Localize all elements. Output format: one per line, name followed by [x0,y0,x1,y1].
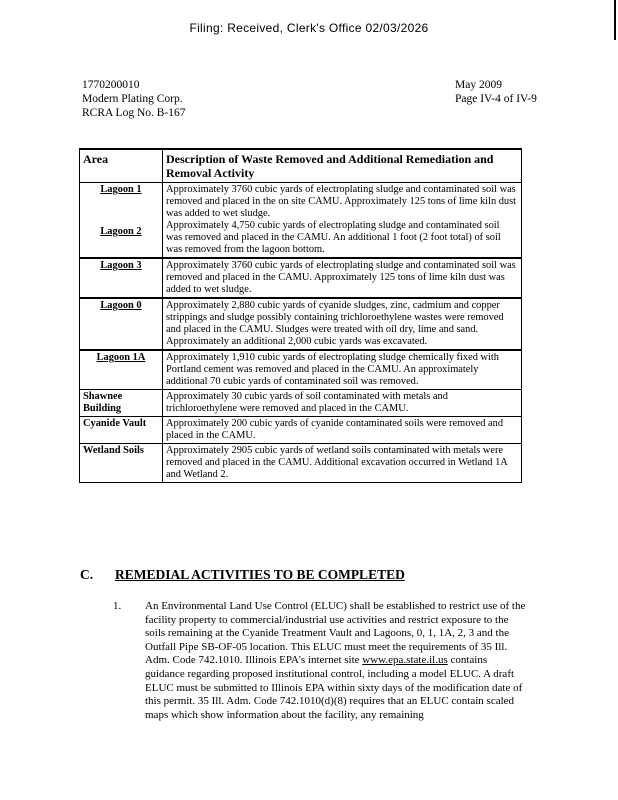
page-number: Page IV-4 of IV-9 [455,93,537,105]
area-name: Lagoon 0 [100,300,142,311]
table-row [80,183,522,259]
description-cell: Approximately 1,910 cubic yards of electroplating sludge chemically fixed with Portland cement was removed and placed in the CAMU. An approximately additional 70 cubic yards of contaminated soil was removed. [163,350,522,390]
description-cell: Approximately 3760 cubic yards of electroplating sludge and contaminated soil was removed and placed in the CAMU. Approximately 125 tons of lime kiln dust was added to wet sludge. [163,258,522,298]
section-letter: C. [80,567,94,582]
document-date: May 2009 [455,79,502,91]
area-name: Lagoon 3 [100,260,142,271]
area-name: Lagoon 1 [100,184,142,195]
description-cell: Approximately 2905 cubic yards of wetland soils contaminated with metals were removed and placed in the CAMU. Additional excavation occurred in Wetland 1A and Wetland 2. [163,444,522,483]
area-cell [80,390,163,417]
area-cell [80,298,163,350]
section-title: REMEDIAL ACTIVITIES TO BE COMPLETED [115,567,405,582]
area-name: Wetland Soils [83,445,144,456]
item-text-part: contains guidance regarding proposed institutional control, including a model ELUC. A draft ELUC must be submitted to Illinois EPA within sixty days of the modification date of this permit. 35 Ill. Adm. Code 742.1010(d)(8) requires that an ELUC contain scaled maps which show information about the facility, any remaining [145,654,523,721]
description-cell: Approximately 2,880 cubic yards of cyanide sludges, zinc, cadmium and copper strippings and sludge possibly containing trichloroethylene wastes were removed and placed in the CAMU. Sludges were treated with oil dry, lime and sand. Approximately an additional 2,000 cubic yards was excavated. [163,298,522,350]
section-heading [80,567,405,583]
table-header-row [80,149,522,183]
area-cell [80,258,163,298]
item-text [145,600,528,722]
column-header-description: Description of Waste Removed and Additional Remediation and Removal Activity [163,149,522,183]
column-header-area: Area [80,149,163,183]
table-row [80,390,522,417]
document-id-block [82,78,186,120]
area-name: Lagoon 1A [96,352,146,363]
description-text: Approximately 4,750 cubic yards of electroplating sludge and contaminated soil was removed and placed in the CAMU. An additional 1 foot (2 foot total) of soil was removed from the lagoon bottom. [166,220,501,255]
area-name: Cyanide Vault [83,418,147,429]
table-row [80,258,522,298]
facility-id: 1770200010 [82,79,140,91]
table-row [80,298,522,350]
filing-stamp: Filing: Received, Clerk's Office 02/03/2026 [189,21,429,35]
epa-website-link[interactable]: www.epa.state.il.us [362,654,448,667]
area-cell [80,417,163,444]
log-number: RCRA Log No. B-167 [82,107,186,119]
table-row [80,444,522,483]
area-cell [80,183,163,259]
description-cell: Approximately 200 cubic yards of cyanide contaminated soils were removed and placed in the CAMU. [163,417,522,444]
description-text: Approximately 3760 cubic yards of electroplating sludge and contaminated soil was removed and placed in the on site CAMU. Approximately 125 tons of lime kiln dust was added to wet sludge. [166,184,517,219]
item-text-part: An Environmental Land Use Control (ELUC) shall be established to restrict use of the facility property to commercial/industrial use activities and restrict exposure to the soils remaining at the Cyanide Treatment Vault and Lagoons, 0, 1, 1A, 2, 3 and the Outfall Pipe SB-OF-05 location. This ELUC must meet the requirements of 35 Ill. Adm. Code 742.1010. Illinois EPA's internet site [145,600,526,667]
list-item [113,600,528,722]
area-cell [80,444,163,483]
table-row [80,350,522,390]
description-cell: Approximately 30 cubic yards of soil contaminated with metals and trichloroethylene were removed and placed in the CAMU. [163,390,522,417]
waste-removal-table [79,148,522,483]
facility-name: Modern Plating Corp. [82,93,183,105]
item-number: 1. [113,600,122,612]
description-cell [163,183,522,259]
date-page-block [455,78,537,106]
area-name: Shawnee Building [83,391,123,414]
table-row [80,417,522,444]
area-name: Lagoon 2 [100,226,142,237]
area-cell [80,350,163,390]
